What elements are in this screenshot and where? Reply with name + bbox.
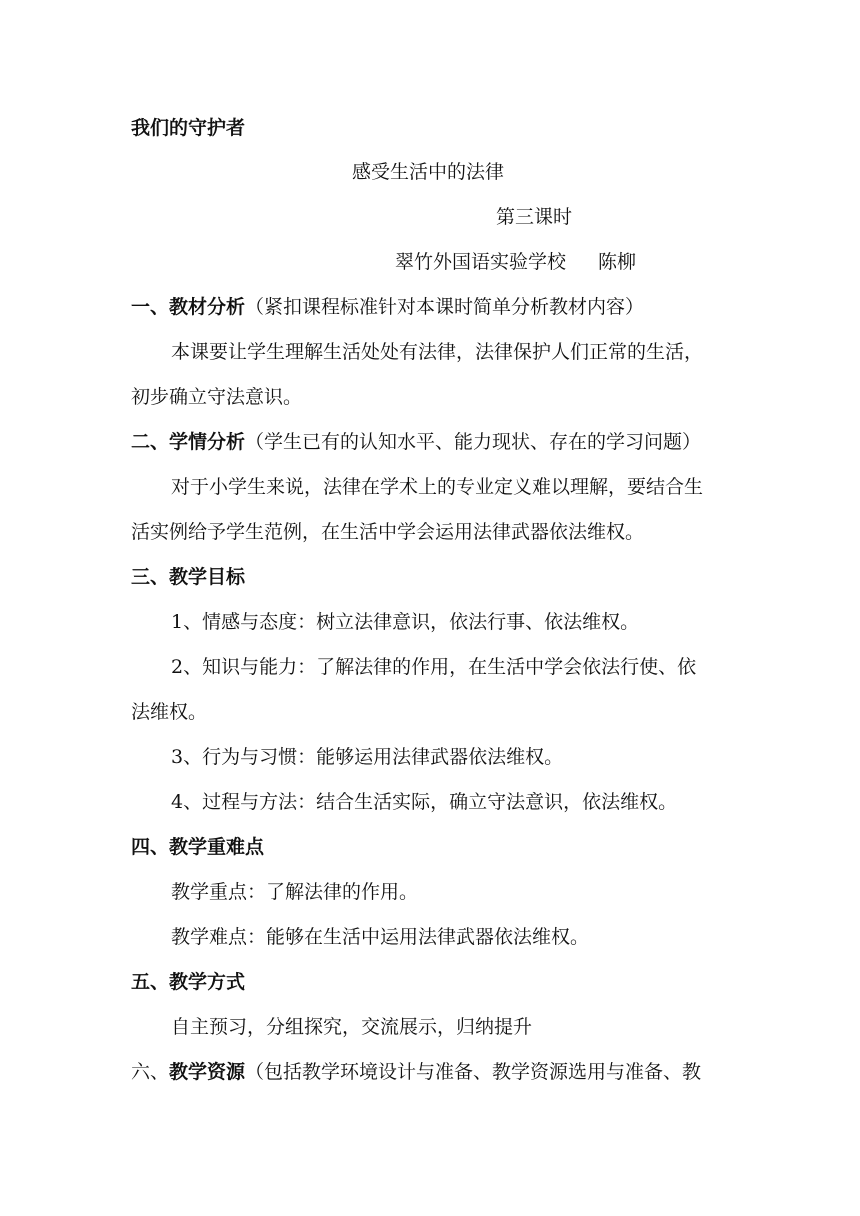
section-heading-teaching-goals: 三、教学目标 — [131, 566, 246, 588]
section-heading-teaching-methods: 五、教学方式 — [131, 971, 246, 993]
goal-item-continuation: 法维权。 — [131, 701, 208, 723]
goal-item: 2、知识与能力：了解法律的作用，在生活中学会依法行使、依 — [171, 656, 697, 678]
author-name: 陈柳 — [598, 251, 637, 273]
section-heading-student-analysis — [131, 429, 701, 455]
goal-item: 1、情感与态度：树立法律意识，依法行事、依法维权。 — [171, 611, 640, 633]
section-number: 六、 — [131, 1061, 170, 1083]
section-heading-key-points: 四、教学重难点 — [131, 836, 265, 858]
author-line — [395, 249, 636, 275]
method-item: 自主预习，分组探究，交流展示，归纳提升 — [171, 1016, 533, 1038]
goal-item: 4、过程与方法：结合生活实际，确立守法意识，依法维权。 — [171, 791, 678, 813]
paragraph-line: 本课要让学生理解生活处处有法律，法律保护人们正常的生活， — [171, 341, 704, 363]
paragraph-line: 对于小学生来说，法律在学术上的专业定义难以理解，要结合生 — [171, 476, 704, 498]
section-title: 二、学情分析 — [131, 431, 246, 453]
section-heading-teaching-resources — [131, 1059, 701, 1085]
section-heading-textbook-analysis — [131, 294, 644, 320]
paragraph-line: 初步确立守法意识。 — [131, 386, 303, 408]
goal-item: 3、行为与习惯：能够运用法律武器依法维权。 — [171, 746, 564, 768]
section-note: （包括教学环境设计与准备、教学资源选用与准备、教 — [245, 1061, 702, 1083]
document-title: 我们的守护者 — [131, 117, 246, 139]
key-point-item: 教学难点：能够在生活中运用法律武器依法维权。 — [171, 926, 590, 948]
school-name: 翠竹外国语实验学校 — [395, 251, 567, 273]
section-title: 一、教材分析 — [131, 296, 246, 318]
section-note: （学生已有的认知水平、能力现状、存在的学习问题） — [245, 431, 702, 453]
lesson-period: 第三课时 — [496, 206, 573, 228]
key-point-item: 教学重点：了解法律的作用。 — [171, 881, 419, 903]
section-note: （紧扣课程标准针对本课时简单分析教材内容） — [245, 296, 645, 318]
lesson-subtitle: 感受生活中的法律 — [352, 161, 505, 183]
section-title: 教学资源 — [169, 1061, 246, 1083]
paragraph-line: 活实例给予学生范例，在生活中学会运用法律武器依法维权。 — [131, 521, 645, 543]
